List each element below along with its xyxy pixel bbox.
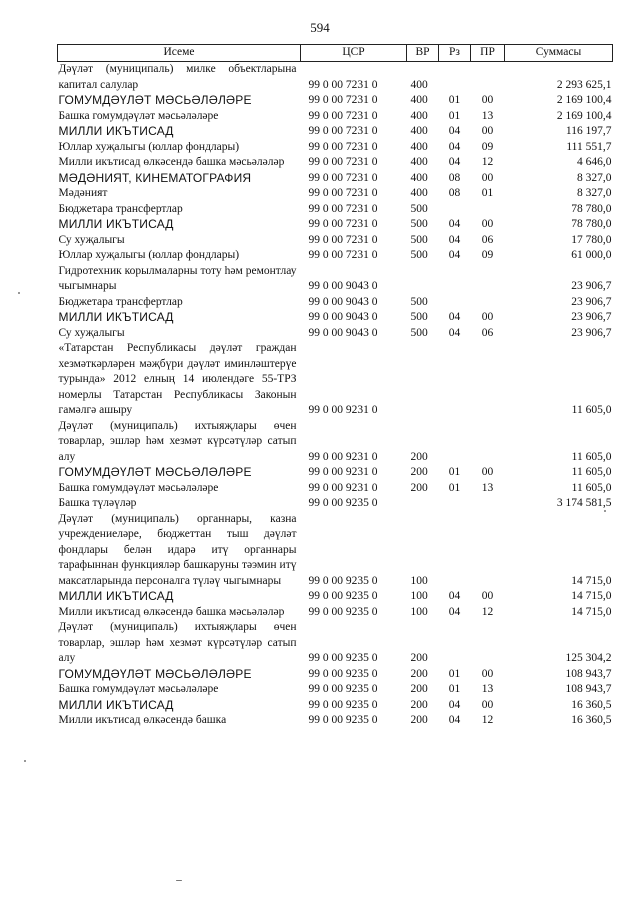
row-csr-cell: 99 0 00 9235 0 [308,714,378,726]
table-row [58,341,613,419]
row-csr-cell: 99 0 00 7231 0 [308,233,378,246]
row-pr-cell [471,620,505,667]
table-row [58,62,613,94]
row-sum-cell: 111 551,7 [566,140,612,153]
row-sum-cell: 23 906,7 [571,280,612,292]
row-pr-cell: 00 [481,171,494,184]
row-vr-cell: 200 [410,466,428,478]
scan-speck [604,510,606,512]
header-pr: ПР [471,45,505,62]
row-csr-cell: 99 0 00 9043 0 [308,326,378,339]
row-vr-cell: 500 [410,326,428,339]
table-row [58,698,613,714]
row-name-cell: Юллар хуҗалыгы (юллар фондлары) [58,249,240,261]
row-rz-cell [439,62,471,94]
row-name-cell: МИЛЛИ ИКЪТИСАД [58,589,174,603]
table-row [58,481,613,497]
row-name-cell: Су хуҗалыгы [58,326,125,339]
table-row [58,248,613,264]
row-vr-cell: 400 [410,78,428,91]
row-name-cell: Су хуҗалыгы [58,233,125,246]
row-rz-cell: 04 [448,698,461,711]
row-rz-cell: 08 [448,171,461,184]
row-csr-cell: 99 0 00 9043 0 [308,280,378,292]
row-rz-cell: 04 [448,590,461,602]
row-rz-cell: 01 [448,683,461,695]
row-pr-cell [471,202,505,218]
row-sum-cell: 108 943,7 [565,667,612,680]
row-rz-cell [439,202,471,218]
row-pr-cell: 12 [481,714,494,726]
row-csr-cell: 99 0 00 9235 0 [308,605,378,618]
row-csr-cell: 99 0 00 9231 0 [308,481,378,494]
row-rz-cell: 08 [448,187,461,199]
header-row [58,45,613,62]
row-name-cell: Дәүләт (муниципаль) милке объектларына капитал салулар [58,63,297,91]
table-row [58,512,613,590]
row-name-cell: МИЛЛИ ИКЪТИСАД [58,697,174,712]
row-name-cell: Бюджетара трансфертлар [58,202,183,215]
row-pr-cell: 01 [481,187,494,199]
row-rz-cell [439,496,471,512]
row-sum-cell: 14 715,0 [571,590,612,602]
row-pr-cell: 00 [481,667,494,680]
row-sum-cell: 14 715,0 [571,574,612,587]
scan-speck [18,292,20,294]
row-rz-cell: 04 [448,311,461,323]
row-name-cell: Башка гомумдәүләт мәсьәләләре [58,109,219,122]
row-name-cell: Дәүләт (муниципаль) органнары, казна учреждениеләре, бюджеттан тыш дәүләт фондлары белән идарә итү органнары тарафыннан функцияләр башкаруны тәэмин итү максатларында персоналга түләү чыгымнары [58,512,297,587]
row-vr-cell: 200 [410,698,428,711]
table-row [58,140,613,156]
row-sum-cell: 8 327,0 [577,187,612,199]
row-csr-cell: 99 0 00 7231 0 [308,109,378,122]
row-rz-cell: 04 [448,218,461,230]
row-vr-cell [407,264,439,295]
row-csr-cell: 99 0 00 9231 0 [308,466,378,478]
table-row [58,326,613,342]
row-rz-cell: 04 [448,140,461,153]
row-sum-cell: 4 646,0 [577,156,612,168]
table-row [58,233,613,249]
row-pr-cell [471,62,505,94]
row-sum-cell: 78 780,0 [571,202,612,215]
row-name-cell: Дәүләт (муниципаль) ихтыяҗлары өчен товарлар, эшләр һәм хезмәт күрсәтүләр сатып алу [58,621,297,664]
row-csr-cell: 99 0 00 7231 0 [308,187,378,199]
row-vr-cell: 500 [410,311,428,323]
row-csr-cell: 99 0 00 9235 0 [308,652,378,664]
row-vr-cell: 200 [410,683,428,695]
row-pr-cell: 06 [481,326,494,339]
row-name-cell: Юллар хуҗалыгы (юллар фондлары) [58,140,240,153]
row-rz-cell [439,341,471,419]
row-vr-cell: 200 [410,481,428,494]
row-name-cell: Башка гомумдәүләт мәсьәләләре [58,481,219,494]
row-rz-cell: 04 [448,605,461,618]
budget-table [57,44,613,729]
row-rz-cell [439,264,471,295]
row-sum-cell: 2 169 100,4 [556,94,612,106]
row-vr-cell: 400 [410,187,428,199]
row-sum-cell: 11 605,0 [571,481,612,494]
row-vr-cell: 400 [410,125,428,137]
row-sum-cell: 11 605,0 [571,404,612,416]
row-vr-cell: 400 [410,94,428,106]
row-rz-cell: 01 [448,481,461,494]
row-vr-cell: 400 [410,109,428,122]
row-pr-cell: 13 [481,683,494,695]
row-sum-cell: 3 174 581,5 [556,497,612,509]
row-pr-cell: 09 [481,140,494,153]
row-rz-cell: 04 [448,233,461,246]
row-vr-cell: 100 [410,574,428,587]
row-csr-cell: 99 0 00 9235 0 [308,497,378,509]
row-vr-cell: 500 [410,249,428,261]
row-sum-cell: 16 360,5 [571,698,612,711]
table-row [58,605,613,621]
table-header [58,45,613,62]
row-vr-cell: 200 [410,667,428,680]
table-row [58,465,613,481]
row-rz-cell: 04 [448,249,461,261]
row-rz-cell: 04 [448,326,461,339]
row-sum-cell: 2 169 100,4 [556,109,612,122]
row-vr-cell [407,341,439,419]
row-name-cell: Милли икътисад өлкәсендә башка мәсьәләләр [58,156,285,168]
table-row [58,310,613,326]
row-pr-cell [471,512,505,590]
row-vr-cell: 500 [410,202,428,215]
row-name-cell: Башка гомумдәүләт мәсьәләләре [58,683,219,695]
row-rz-cell: 04 [448,714,461,726]
row-csr-cell: 99 0 00 7231 0 [308,202,378,215]
row-sum-cell: 23 906,7 [571,326,612,339]
row-csr-cell: 99 0 00 7231 0 [308,125,378,137]
row-vr-cell: 400 [410,171,428,184]
row-csr-cell: 99 0 00 7231 0 [308,140,378,153]
header-csr: ЦСР [301,45,407,62]
row-sum-cell: 116 197,7 [565,125,612,137]
row-rz-cell: 04 [448,156,461,168]
table-row [58,155,613,171]
row-name-cell: Бюджетара трансфертлар [58,295,183,308]
row-pr-cell [471,264,505,295]
table-row [58,682,613,698]
row-name-cell: ГОМУМДӘҮЛӘТ МӘСЬӘЛӘЛӘРЕ [58,93,252,107]
table-row [58,109,613,125]
row-pr-cell: 09 [481,249,494,261]
row-vr-cell: 500 [410,295,428,308]
row-csr-cell: 99 0 00 7231 0 [308,249,378,261]
row-name-cell: Милли икътисад өлкәсендә башка [58,714,227,726]
row-pr-cell: 00 [481,125,494,137]
table-row [58,124,613,140]
header-rz: Рз [439,45,471,62]
row-name-cell: Дәүләт (муниципаль) ихтыяҗлары өчен товарлар, эшләр һәм хезмәт күрсәтүләр сатып алу [58,419,297,463]
row-csr-cell: 99 0 00 9043 0 [308,295,378,308]
row-name-cell: Башка түләүләр [58,497,137,509]
row-sum-cell: 16 360,5 [571,714,612,726]
row-sum-cell: 14 715,0 [571,605,612,618]
row-vr-cell: 100 [410,605,428,618]
table-row [58,713,613,729]
row-sum-cell: 61 000,0 [571,249,612,261]
row-pr-cell: 13 [481,109,494,122]
header-name: Исеме [58,45,301,62]
row-sum-cell: 78 780,0 [571,218,612,230]
row-csr-cell: 99 0 00 9235 0 [308,698,378,711]
row-vr-cell: 500 [410,233,428,246]
row-sum-cell: 23 906,7 [571,311,612,323]
row-rz-cell [439,620,471,667]
row-name-cell: ГОМУМДӘҮЛӘТ МӘСЬӘЛӘЛӘРЕ [58,666,252,681]
row-rz-cell [439,512,471,590]
row-csr-cell: 99 0 00 9231 0 [308,404,378,416]
row-sum-cell: 108 943,7 [565,683,612,695]
row-pr-cell [471,496,505,512]
row-name-cell: МӘДӘНИЯТ, КИНЕМАТОГРАФИЯ [58,170,252,185]
row-pr-cell: 00 [481,94,494,106]
row-sum-cell: 23 906,7 [571,295,612,308]
row-pr-cell: 00 [481,218,494,230]
table-row [58,171,613,187]
row-vr-cell: 400 [410,156,428,168]
scan-speck [24,760,26,762]
row-pr-cell: 00 [481,590,494,602]
row-csr-cell: 99 0 00 7231 0 [308,78,378,91]
row-name-cell: МИЛЛИ ИКЪТИСАД [58,124,174,138]
row-csr-cell: 99 0 00 7231 0 [308,218,378,230]
table-row [58,589,613,605]
row-vr-cell: 500 [410,218,428,230]
row-rz-cell [439,419,471,466]
row-csr-cell: 99 0 00 7231 0 [308,156,378,168]
row-pr-cell: 00 [481,311,494,323]
row-name-cell: Милли икътисад өлкәсендә башка мәсьәләләр [58,605,285,618]
row-vr-cell: 200 [410,652,428,664]
header-vr: ВР [407,45,439,62]
scan-speck [176,880,182,881]
table-row [58,496,613,512]
row-csr-cell: 99 0 00 9231 0 [308,450,378,463]
row-csr-cell: 99 0 00 9235 0 [308,683,378,695]
row-csr-cell: 99 0 00 9235 0 [308,590,378,602]
row-name-cell: Мәдәният [58,187,108,199]
table-row [58,202,613,218]
row-vr-cell: 100 [410,590,428,602]
row-sum-cell: 17 780,0 [571,233,612,246]
table-row [58,217,613,233]
row-pr-cell: 00 [481,466,494,478]
page-number: 594 [310,20,330,35]
row-rz-cell: 01 [448,109,461,122]
table-body [58,62,613,729]
header-sum: Суммасы [505,45,613,62]
row-pr-cell: 13 [481,481,494,494]
table-row [58,620,613,667]
row-pr-cell: 12 [481,156,494,168]
row-vr-cell: 200 [410,714,428,726]
row-name-cell: МИЛЛИ ИКЪТИСАД [58,310,174,324]
row-name-cell: ГОМУМДӘҮЛӘТ МӘСЬӘЛӘЛӘРЕ [58,465,252,479]
row-pr-cell: 06 [481,233,494,246]
row-rz-cell: 01 [448,94,461,106]
row-csr-cell: 99 0 00 9043 0 [308,311,378,323]
table-row [58,264,613,295]
row-pr-cell: 00 [481,698,494,711]
row-pr-cell: 12 [481,605,494,618]
row-pr-cell [471,341,505,419]
table-row [58,419,613,466]
row-csr-cell: 99 0 00 9235 0 [308,667,378,680]
row-csr-cell: 99 0 00 9235 0 [308,574,378,587]
table-row [58,186,613,202]
row-vr-cell: 400 [410,140,428,153]
row-vr-cell: 200 [410,450,428,463]
table-row [58,295,613,311]
row-rz-cell: 01 [448,667,461,680]
row-rz-cell: 01 [448,466,461,478]
row-name-cell: МИЛЛИ ИКЪТИСАД [58,217,174,231]
row-pr-cell [471,419,505,466]
row-name-cell: «Татарстан Республикасы дәүләт граждан хезмәткәрләрен мәҗбүри дәүләт иминләштерүе турында» 2012 елның 14 июлендәге 55-ТРЗ номерлы Татарстан Республикасы Законын гамәлгә ашыру [58,342,297,416]
row-rz-cell: 04 [448,125,461,137]
row-sum-cell: 2 293 625,1 [556,78,612,91]
row-sum-cell: 11 605,0 [571,466,612,478]
row-pr-cell [471,295,505,311]
row-csr-cell: 99 0 00 7231 0 [308,171,378,184]
row-csr-cell: 99 0 00 7231 0 [308,94,378,106]
row-vr-cell [407,496,439,512]
table-row [58,93,613,109]
table-row [58,667,613,683]
row-sum-cell: 8 327,0 [577,171,612,184]
row-sum-cell: 125 304,2 [565,652,612,664]
row-rz-cell [439,295,471,311]
row-name-cell: Гидротехник корылмаларны тоту һәм ремонтлау чыгымнары [58,264,297,292]
row-sum-cell: 11 605,0 [571,450,612,463]
